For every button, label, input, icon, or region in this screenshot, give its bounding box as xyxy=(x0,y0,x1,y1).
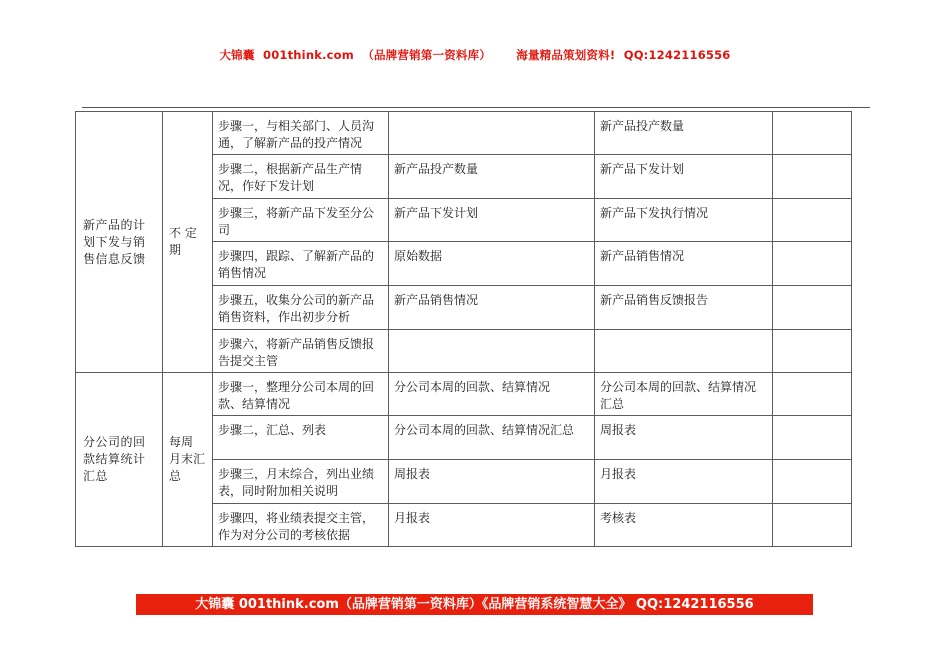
output-cell: 新产品投产数量 xyxy=(595,112,773,155)
frequency-cell: 每周 月末汇总 xyxy=(163,373,213,547)
blank-cell xyxy=(773,242,852,286)
step-cell: 步骤二，根据新产品生产情况，作好下发计划 xyxy=(213,155,389,199)
blank-cell xyxy=(773,416,852,460)
input-cell: 分公司本周的回款、结算情况 xyxy=(389,373,595,416)
output-cell: 新产品下发执行情况 xyxy=(595,199,773,242)
output-cell: 新产品下发计划 xyxy=(595,155,773,199)
output-cell: 月报表 xyxy=(595,460,773,504)
output-cell: 新产品销售反馈报告 xyxy=(595,286,773,330)
step-cell: 步骤五，收集分公司的新产品销售资料，作出初步分析 xyxy=(213,286,389,330)
footer-text: 大锦囊 001think.com（品牌营销第一资料库）《品牌营销系统智慧大全》 QQ:1242116556 xyxy=(195,597,754,612)
blank-cell xyxy=(773,199,852,242)
input-cell: 月报表 xyxy=(389,504,595,547)
task-cell: 分公司的回款结算统计汇总 xyxy=(76,373,163,547)
step-cell: 步骤四，跟踪、了解新产品的销售情况 xyxy=(213,242,389,286)
workflow-table xyxy=(75,111,852,547)
footer-banner[interactable] xyxy=(136,594,813,615)
blank-cell xyxy=(773,155,852,199)
step-cell: 步骤二，汇总、列表 xyxy=(213,416,389,460)
input-cell xyxy=(389,112,595,155)
header-rule xyxy=(82,107,870,108)
input-cell: 新产品销售情况 xyxy=(389,286,595,330)
step-cell: 步骤三，将新产品下发至分公司 xyxy=(213,199,389,242)
table-row xyxy=(76,373,852,416)
input-cell: 分公司本周的回款、结算情况汇总 xyxy=(389,416,595,460)
frequency-cell: 不 定期 xyxy=(163,112,213,373)
input-cell: 新产品投产数量 xyxy=(389,155,595,199)
step-cell: 步骤三，月末综合，列出业绩表，同时附加相关说明 xyxy=(213,460,389,504)
output-cell: 周报表 xyxy=(595,416,773,460)
step-cell: 步骤六，将新产品销售反馈报告提交主管 xyxy=(213,330,389,373)
output-cell: 分公司本周的回款、结算情况汇总 xyxy=(595,373,773,416)
blank-cell xyxy=(773,460,852,504)
blank-cell xyxy=(773,504,852,547)
output-cell xyxy=(595,330,773,373)
blank-cell xyxy=(773,112,852,155)
step-cell: 步骤一，整理分公司本周的回款、结算情况 xyxy=(213,373,389,416)
task-cell: 新产品的计划下发与销售信息反馈 xyxy=(76,112,163,373)
output-cell: 考核表 xyxy=(595,504,773,547)
blank-cell xyxy=(773,373,852,416)
header-promo-text: 海量精品策划资料! QQ:1242116556 xyxy=(516,48,731,62)
step-cell: 步骤一，与相关部门、人员沟通，了解新产品的投产情况 xyxy=(213,112,389,155)
blank-cell xyxy=(773,330,852,373)
input-cell: 新产品下发计划 xyxy=(389,199,595,242)
header-site-text: 大锦囊 001think.com （品牌营销第一资料库） xyxy=(219,48,492,62)
page-header xyxy=(0,47,950,63)
input-cell: 周报表 xyxy=(389,460,595,504)
table-row xyxy=(76,112,852,155)
step-cell: 步骤四，将业绩表提交主管，作为对分公司的考核依据 xyxy=(213,504,389,547)
blank-cell xyxy=(773,286,852,330)
input-cell: 原始数据 xyxy=(389,242,595,286)
input-cell xyxy=(389,330,595,373)
output-cell: 新产品销售情况 xyxy=(595,242,773,286)
header-gap xyxy=(491,48,516,62)
